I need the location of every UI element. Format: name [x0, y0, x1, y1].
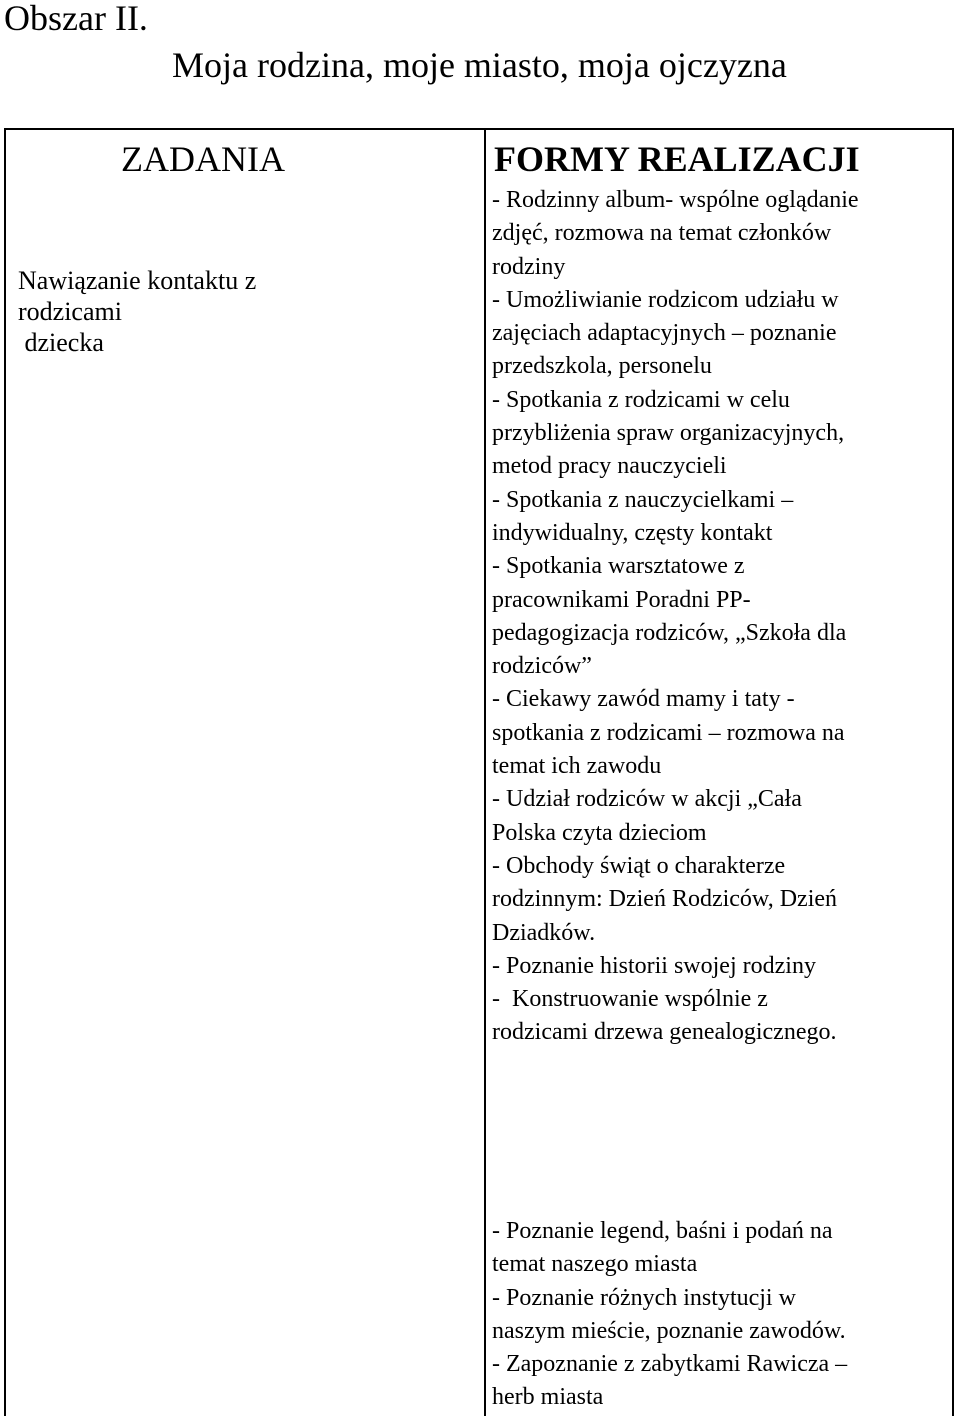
page-title: Moja rodzina, moje miasto, moja ojczyzna: [172, 45, 787, 85]
form-line: - Poznanie różnych instytucji w: [492, 1284, 796, 1311]
form-line: temat ich zawodu: [492, 753, 662, 780]
form-line: herb miasta: [492, 1384, 604, 1411]
form-line: metod pracy nauczycieli: [492, 453, 727, 480]
table-column-divider: [484, 128, 486, 1416]
form-line: zajęciach adaptacyjnych – poznanie: [492, 320, 837, 347]
form-line: rodziny: [492, 253, 566, 280]
form-line: - Zapoznanie z zabytkami Rawicza –: [492, 1351, 848, 1378]
form-line: - Poznanie legend, baśni i podań na: [492, 1218, 833, 1244]
form-line: - Poznanie historii swojej rodziny: [492, 952, 816, 979]
forms-list: [492, 184, 947, 1050]
form-line: - Umożliwianie rodzicom udziału w: [492, 286, 839, 313]
form-line: - Ciekawy zawód mamy i taty -: [492, 686, 795, 713]
form-line: rodzicami drzewa genealogicznego.: [492, 1019, 837, 1046]
form-line: pedagogizacja rodziców, „Szkoła dla: [492, 619, 847, 646]
form-line: Polska czyta dzieciom: [492, 819, 707, 846]
form-line: - Spotkania warsztatowe z: [492, 553, 745, 580]
column-header-tasks: ZADANIA: [121, 139, 285, 179]
form-line: temat naszego miasta: [492, 1251, 698, 1278]
table-top-border: [4, 128, 954, 130]
task-cell: Nawiązanie kontaktu z rodzicami dziecka: [18, 266, 257, 357]
form-line: rodziców”: [492, 653, 592, 680]
column-header-forms: FORMY REALIZACJI: [494, 139, 860, 179]
form-line: zdjęć, rozmowa na temat członków: [492, 220, 832, 247]
form-line: spotkania z rodzicami – rozmowa na: [492, 719, 845, 746]
form-line: przybliżenia spraw organizacyjnych,: [492, 420, 845, 447]
form-line: - Obchody świąt o charakterze: [492, 852, 786, 879]
table-left-border: [4, 128, 6, 1416]
table-right-border: [952, 128, 954, 1416]
form-line: rodzinnym: Dzień Rodziców, Dzień: [492, 886, 838, 913]
form-line: - Udział rodziców w akcji „Cała: [492, 786, 802, 813]
form-line: przedszkola, personelu: [492, 353, 712, 380]
form-line: Dziadków.: [492, 919, 596, 946]
forms-list-continued: [492, 1215, 947, 1415]
form-line: naszym mieście, poznanie zawodów.: [492, 1317, 846, 1344]
form-line: indywidualny, częsty kontakt: [492, 519, 773, 546]
form-line: - Spotkania z rodzicami w celu: [492, 386, 790, 413]
form-line: pracownikami Poradni PP-: [492, 586, 751, 613]
form-line: - Konstruowanie wspólnie z: [492, 986, 768, 1013]
area-label: Obszar II.: [4, 0, 148, 38]
form-line: - Spotkania z nauczycielkami –: [492, 486, 794, 513]
form-line: - Rodzinny album- wspólne oglądanie: [492, 187, 859, 213]
